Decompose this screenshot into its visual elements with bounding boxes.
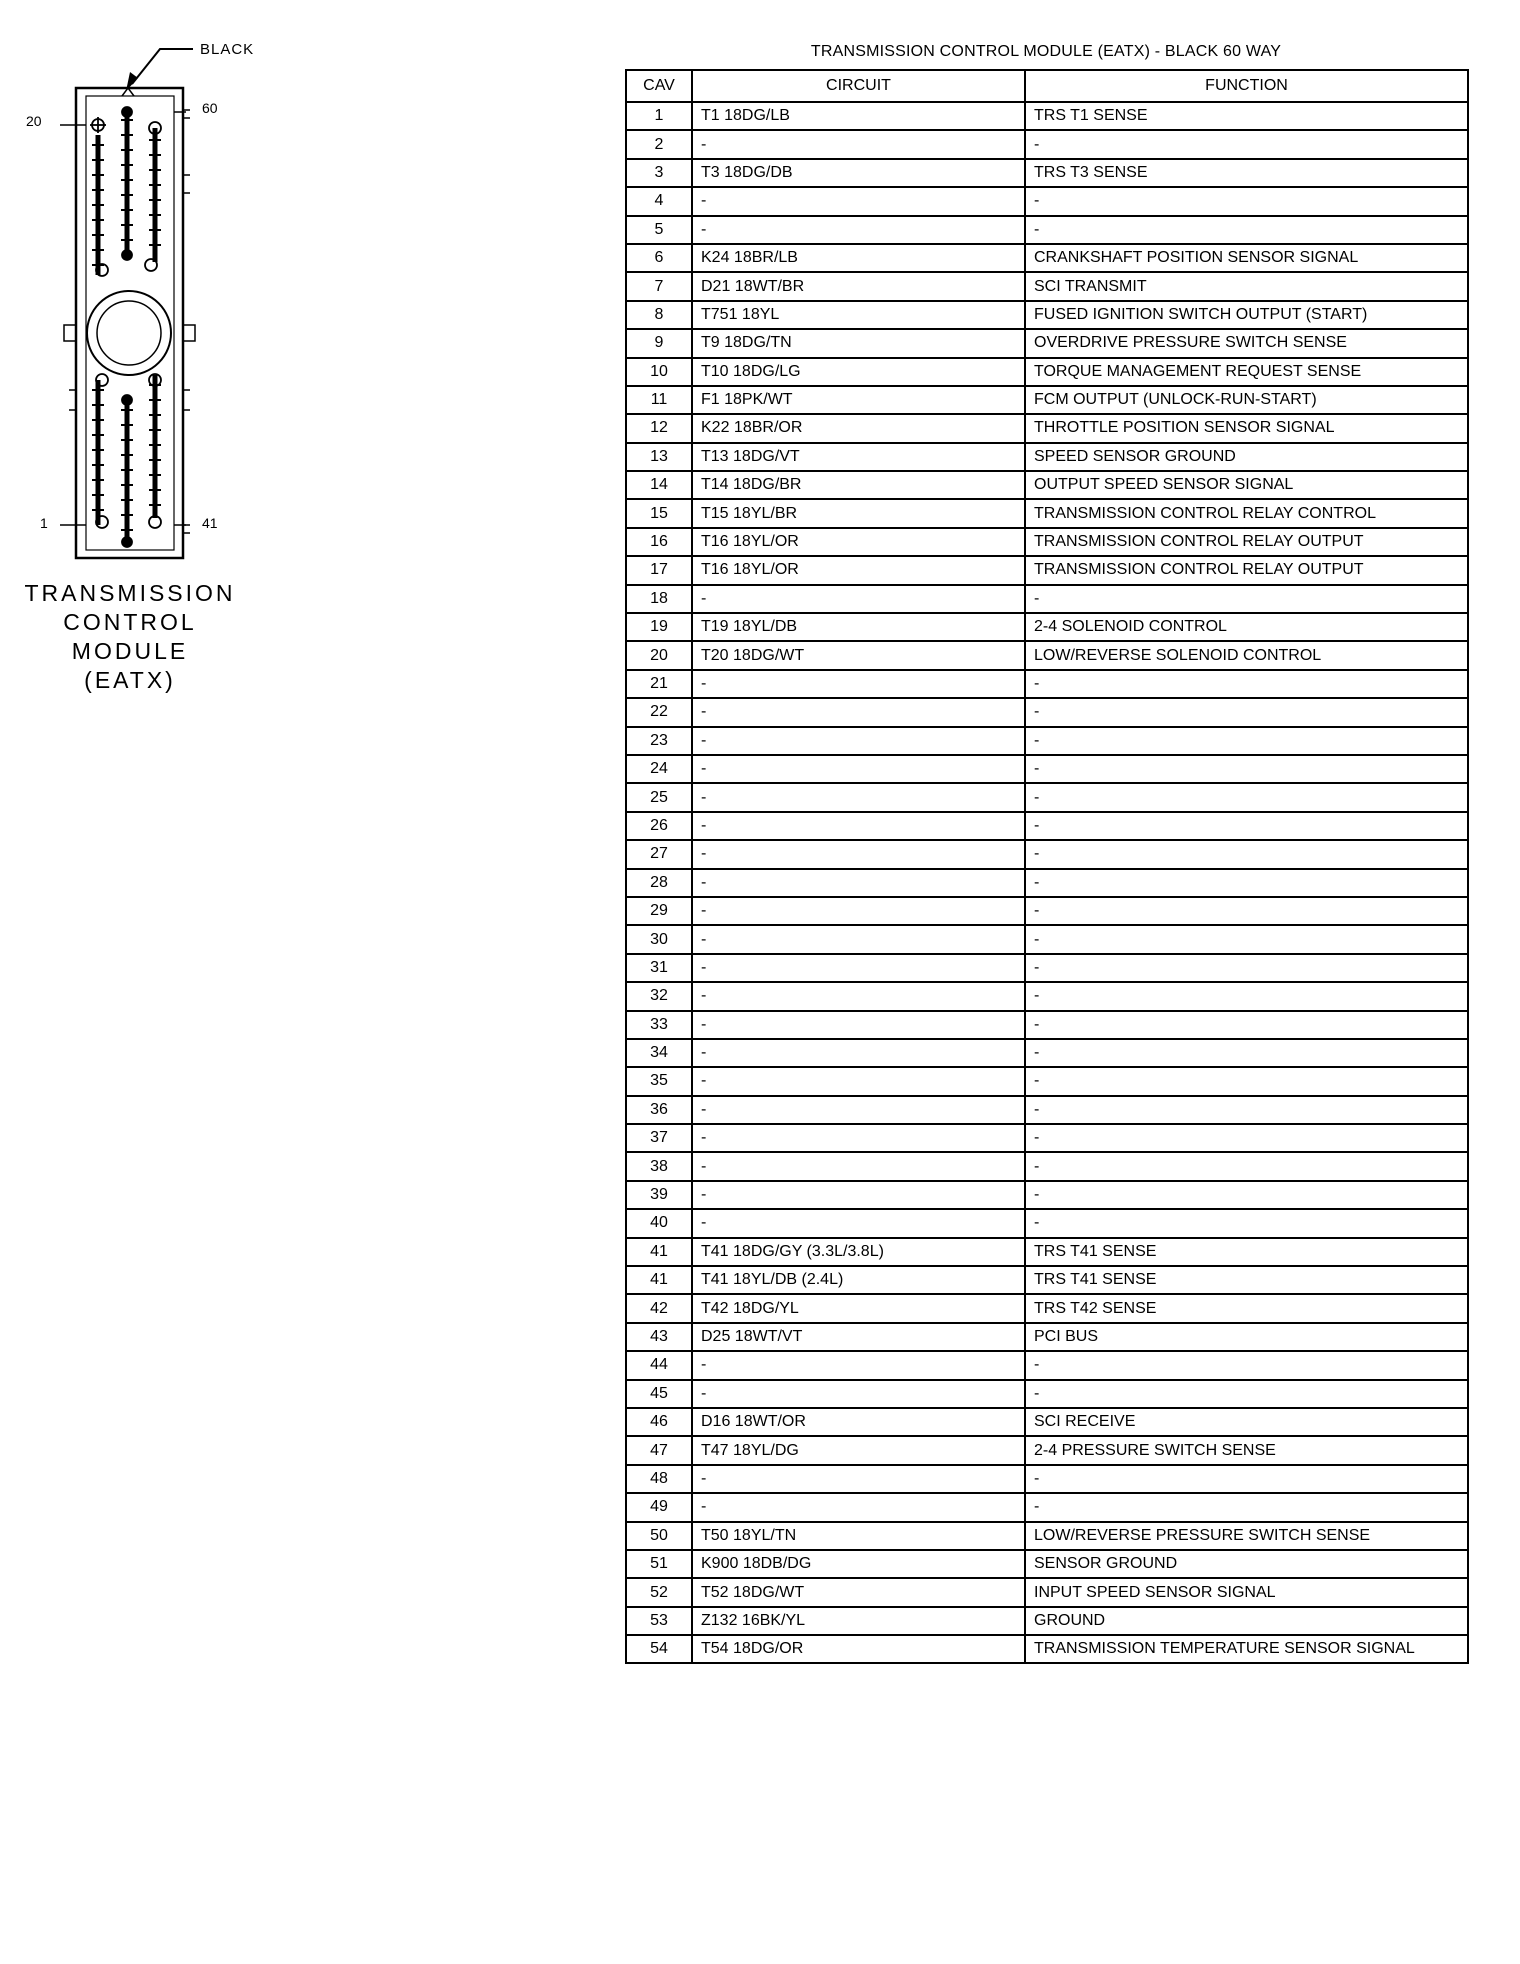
table-row [626, 358, 1468, 386]
cell-circuit: D16 18WT/OR [692, 1408, 1025, 1436]
table-row [626, 1181, 1468, 1209]
cell-function: - [1025, 1181, 1468, 1209]
cell-circuit: - [692, 982, 1025, 1010]
cell-function: - [1025, 1380, 1468, 1408]
cell-cav: 44 [626, 1351, 692, 1379]
cell-cav: 35 [626, 1067, 692, 1095]
cell-function: - [1025, 585, 1468, 613]
cell-cav: 54 [626, 1635, 692, 1663]
cell-circuit: D21 18WT/BR [692, 272, 1025, 300]
header-circuit: CIRCUIT [692, 70, 1025, 102]
cell-circuit: T52 18DG/WT [692, 1578, 1025, 1606]
table-row [626, 641, 1468, 669]
cell-function: SCI RECEIVE [1025, 1408, 1468, 1436]
cell-cav: 27 [626, 840, 692, 868]
table-row [626, 1578, 1468, 1606]
module-name-line: CONTROL [63, 609, 197, 635]
cell-function: FCM OUTPUT (UNLOCK-RUN-START) [1025, 386, 1468, 414]
cell-circuit: T47 18YL/DG [692, 1436, 1025, 1464]
table-row [626, 954, 1468, 982]
cell-cav: 41 [626, 1238, 692, 1266]
table-title: TRANSMISSION CONTROL MODULE (EATX) - BLACK 60 WAY [810, 43, 1282, 60]
cell-circuit: T16 18YL/OR [692, 556, 1025, 584]
pin-label-bottom-left: 1 [40, 515, 48, 531]
cell-function: - [1025, 954, 1468, 982]
cell-function: TRANSMISSION CONTROL RELAY OUTPUT [1025, 556, 1468, 584]
cell-function: - [1025, 1011, 1468, 1039]
cell-circuit: T16 18YL/OR [692, 528, 1025, 556]
cell-circuit: - [692, 1351, 1025, 1379]
cell-circuit: - [692, 1209, 1025, 1237]
cell-cav: 12 [626, 414, 692, 442]
table-row [626, 471, 1468, 499]
cell-function: SCI TRANSMIT [1025, 272, 1468, 300]
cell-cav: 3 [626, 159, 692, 187]
table-row [626, 925, 1468, 953]
table-row [626, 1209, 1468, 1237]
cell-function: THROTTLE POSITION SENSOR SIGNAL [1025, 414, 1468, 442]
cell-cav: 10 [626, 358, 692, 386]
cell-circuit: - [692, 812, 1025, 840]
cell-function: - [1025, 670, 1468, 698]
table-header-row [626, 70, 1468, 102]
table-row [626, 443, 1468, 471]
cell-cav: 11 [626, 386, 692, 414]
cell-circuit: - [692, 1039, 1025, 1067]
table-row [626, 130, 1468, 158]
cell-cav: 15 [626, 499, 692, 527]
cell-cav: 29 [626, 897, 692, 925]
table-row [626, 1351, 1468, 1379]
table-row [626, 755, 1468, 783]
cell-function: - [1025, 982, 1468, 1010]
table-row [626, 499, 1468, 527]
table-row [626, 1607, 1468, 1635]
cell-function: 2-4 SOLENOID CONTROL [1025, 613, 1468, 641]
cell-function: SENSOR GROUND [1025, 1550, 1468, 1578]
cell-cav: 34 [626, 1039, 692, 1067]
cell-circuit: T9 18DG/TN [692, 329, 1025, 357]
cell-function: - [1025, 783, 1468, 811]
cell-cav: 33 [626, 1011, 692, 1039]
cell-cav: 36 [626, 1096, 692, 1124]
cell-circuit: - [692, 1124, 1025, 1152]
cell-cav: 47 [626, 1436, 692, 1464]
cell-cav: 45 [626, 1380, 692, 1408]
table-row [626, 1266, 1468, 1294]
cell-function: TRS T41 SENSE [1025, 1238, 1468, 1266]
table-row [626, 670, 1468, 698]
cell-cav: 50 [626, 1522, 692, 1550]
cell-function: OUTPUT SPEED SENSOR SIGNAL [1025, 471, 1468, 499]
cell-circuit: T20 18DG/WT [692, 641, 1025, 669]
cell-function: - [1025, 869, 1468, 897]
cell-function: TRANSMISSION TEMPERATURE SENSOR SIGNAL [1025, 1635, 1468, 1663]
cell-function: CRANKSHAFT POSITION SENSOR SIGNAL [1025, 244, 1468, 272]
table-row [626, 1238, 1468, 1266]
cell-function: TORQUE MANAGEMENT REQUEST SENSE [1025, 358, 1468, 386]
cell-cav: 26 [626, 812, 692, 840]
table-row [626, 982, 1468, 1010]
cell-function: TRS T3 SENSE [1025, 159, 1468, 187]
table-row [626, 1294, 1468, 1322]
table-row [626, 272, 1468, 300]
cell-circuit: - [692, 1493, 1025, 1521]
cell-function: PCI BUS [1025, 1323, 1468, 1351]
cell-circuit: - [692, 1181, 1025, 1209]
cell-function: OVERDRIVE PRESSURE SWITCH SENSE [1025, 329, 1468, 357]
table-row [626, 1465, 1468, 1493]
cell-function: - [1025, 698, 1468, 726]
cell-cav: 8 [626, 301, 692, 329]
cell-circuit: K22 18BR/OR [692, 414, 1025, 442]
cell-circuit: T54 18DG/OR [692, 1635, 1025, 1663]
cell-cav: 46 [626, 1408, 692, 1436]
cell-circuit: T14 18DG/BR [692, 471, 1025, 499]
table-row [626, 1323, 1468, 1351]
table-row [626, 1436, 1468, 1464]
cell-cav: 23 [626, 727, 692, 755]
cell-circuit: F1 18PK/WT [692, 386, 1025, 414]
cell-cav: 5 [626, 216, 692, 244]
cell-cav: 28 [626, 869, 692, 897]
table-row [626, 1096, 1468, 1124]
cell-cav: 39 [626, 1181, 692, 1209]
cell-function: TRANSMISSION CONTROL RELAY CONTROL [1025, 499, 1468, 527]
module-name-line: (EATX) [84, 667, 176, 693]
cell-cav: 24 [626, 755, 692, 783]
cell-circuit: - [692, 954, 1025, 982]
cell-circuit: T41 18YL/DB (2.4L) [692, 1266, 1025, 1294]
table-row [626, 613, 1468, 641]
cell-circuit: - [692, 869, 1025, 897]
cell-circuit: - [692, 783, 1025, 811]
cell-cav: 18 [626, 585, 692, 613]
table-row [626, 414, 1468, 442]
table-row [626, 1152, 1468, 1180]
table-row [626, 1550, 1468, 1578]
cell-circuit: - [692, 727, 1025, 755]
cell-function: - [1025, 1039, 1468, 1067]
cell-cav: 52 [626, 1578, 692, 1606]
cell-cav: 13 [626, 443, 692, 471]
table-row [626, 812, 1468, 840]
table-body [626, 102, 1468, 1663]
cell-circuit: - [692, 897, 1025, 925]
table-row [626, 1635, 1468, 1663]
cell-circuit: - [692, 1465, 1025, 1493]
cell-cav: 14 [626, 471, 692, 499]
cell-cav: 32 [626, 982, 692, 1010]
cell-cav: 7 [626, 272, 692, 300]
cell-circuit: - [692, 1067, 1025, 1095]
table-row [626, 216, 1468, 244]
pin-label-top-right: 60 [202, 100, 218, 116]
cell-circuit: - [692, 1011, 1025, 1039]
cell-function: LOW/REVERSE SOLENOID CONTROL [1025, 641, 1468, 669]
cell-circuit: T50 18YL/TN [692, 1522, 1025, 1550]
cell-function: - [1025, 1209, 1468, 1237]
cell-function: - [1025, 130, 1468, 158]
cell-cav: 2 [626, 130, 692, 158]
module-name-line: TRANSMISSION [24, 580, 236, 606]
cell-cav: 40 [626, 1209, 692, 1237]
cell-circuit: - [692, 1380, 1025, 1408]
cell-circuit: T751 18YL [692, 301, 1025, 329]
cell-cav: 41 [626, 1266, 692, 1294]
cell-circuit: Z132 16BK/YL [692, 1607, 1025, 1635]
cell-circuit: T41 18DG/GY (3.3L/3.8L) [692, 1238, 1025, 1266]
cell-cav: 31 [626, 954, 692, 982]
cell-function: - [1025, 840, 1468, 868]
cell-function: GROUND [1025, 1607, 1468, 1635]
cell-circuit: - [692, 670, 1025, 698]
cell-cav: 48 [626, 1465, 692, 1493]
cell-function: - [1025, 1351, 1468, 1379]
table-row [626, 1408, 1468, 1436]
cell-circuit: T19 18YL/DB [692, 613, 1025, 641]
cell-cav: 16 [626, 528, 692, 556]
table-row [626, 187, 1468, 215]
cell-function: - [1025, 1493, 1468, 1521]
cell-function: FUSED IGNITION SWITCH OUTPUT (START) [1025, 301, 1468, 329]
cell-cav: 21 [626, 670, 692, 698]
cell-function: - [1025, 1465, 1468, 1493]
table-row [626, 329, 1468, 357]
cell-function: TRS T41 SENSE [1025, 1266, 1468, 1294]
cell-circuit: - [692, 755, 1025, 783]
table-row [626, 102, 1468, 130]
header-function: FUNCTION [1025, 70, 1468, 102]
table-row [626, 556, 1468, 584]
table-row [626, 1011, 1468, 1039]
cell-circuit: T1 18DG/LB [692, 102, 1025, 130]
cell-circuit: T13 18DG/VT [692, 443, 1025, 471]
module-name-line: MODULE [71, 638, 189, 664]
cell-circuit: D25 18WT/VT [692, 1323, 1025, 1351]
cell-circuit: - [692, 216, 1025, 244]
table-row [626, 783, 1468, 811]
table-row [626, 698, 1468, 726]
cell-function: LOW/REVERSE PRESSURE SWITCH SENSE [1025, 1522, 1468, 1550]
cell-cav: 51 [626, 1550, 692, 1578]
cell-cav: 25 [626, 783, 692, 811]
cell-cav: 1 [626, 102, 692, 130]
cell-circuit: T3 18DG/DB [692, 159, 1025, 187]
cell-function: - [1025, 1152, 1468, 1180]
cell-circuit: - [692, 1152, 1025, 1180]
connector-color-label: BLACK [200, 41, 255, 58]
cell-circuit: - [692, 1096, 1025, 1124]
table-row [626, 727, 1468, 755]
cell-cav: 4 [626, 187, 692, 215]
cell-cav: 53 [626, 1607, 692, 1635]
cell-function: - [1025, 755, 1468, 783]
table-row [626, 528, 1468, 556]
table-row [626, 1493, 1468, 1521]
table-row [626, 301, 1468, 329]
connector-diagram [0, 0, 260, 720]
module-name [20, 579, 240, 695]
table-row [626, 1522, 1468, 1550]
table-row [626, 159, 1468, 187]
cell-cav: 30 [626, 925, 692, 953]
pinout-table [625, 69, 1469, 1664]
cell-circuit: T15 18YL/BR [692, 499, 1025, 527]
cell-function: 2-4 PRESSURE SWITCH SENSE [1025, 1436, 1468, 1464]
cell-circuit: T10 18DG/LG [692, 358, 1025, 386]
cell-circuit: - [692, 925, 1025, 953]
cell-function: - [1025, 1124, 1468, 1152]
table-row [626, 585, 1468, 613]
center-boss [87, 291, 171, 375]
cell-function: - [1025, 727, 1468, 755]
table-row [626, 386, 1468, 414]
cell-circuit: K24 18BR/LB [692, 244, 1025, 272]
cell-function: - [1025, 812, 1468, 840]
table-row [626, 1067, 1468, 1095]
cell-cav: 37 [626, 1124, 692, 1152]
cell-function: INPUT SPEED SENSOR SIGNAL [1025, 1578, 1468, 1606]
cell-circuit: - [692, 585, 1025, 613]
pin-label-top-left: 20 [26, 113, 42, 129]
cell-function: TRS T1 SENSE [1025, 102, 1468, 130]
leader-line [132, 49, 193, 84]
pin-label-bottom-right: 41 [202, 515, 218, 531]
cell-function: - [1025, 187, 1468, 215]
cell-function: - [1025, 1096, 1468, 1124]
table-row [626, 840, 1468, 868]
cell-cav: 42 [626, 1294, 692, 1322]
cell-function: - [1025, 925, 1468, 953]
cell-cav: 38 [626, 1152, 692, 1180]
cell-circuit: - [692, 130, 1025, 158]
cell-cav: 17 [626, 556, 692, 584]
cell-function: TRS T42 SENSE [1025, 1294, 1468, 1322]
cell-circuit: T42 18DG/YL [692, 1294, 1025, 1322]
table-row [626, 1039, 1468, 1067]
table-row [626, 869, 1468, 897]
cell-function: - [1025, 1067, 1468, 1095]
cell-circuit: - [692, 698, 1025, 726]
cell-circuit: - [692, 840, 1025, 868]
cell-function: - [1025, 897, 1468, 925]
cell-circuit: - [692, 187, 1025, 215]
cell-cav: 43 [626, 1323, 692, 1351]
cell-function: - [1025, 216, 1468, 244]
cell-function: SPEED SENSOR GROUND [1025, 443, 1468, 471]
table-row [626, 1124, 1468, 1152]
table-row [626, 897, 1468, 925]
header-cav: CAV [626, 70, 692, 102]
cell-cav: 20 [626, 641, 692, 669]
cell-cav: 19 [626, 613, 692, 641]
cell-cav: 22 [626, 698, 692, 726]
table-row [626, 1380, 1468, 1408]
cell-function: TRANSMISSION CONTROL RELAY OUTPUT [1025, 528, 1468, 556]
cell-cav: 49 [626, 1493, 692, 1521]
table-row [626, 244, 1468, 272]
cell-cav: 9 [626, 329, 692, 357]
cell-circuit: K900 18DB/DG [692, 1550, 1025, 1578]
cell-cav: 6 [626, 244, 692, 272]
